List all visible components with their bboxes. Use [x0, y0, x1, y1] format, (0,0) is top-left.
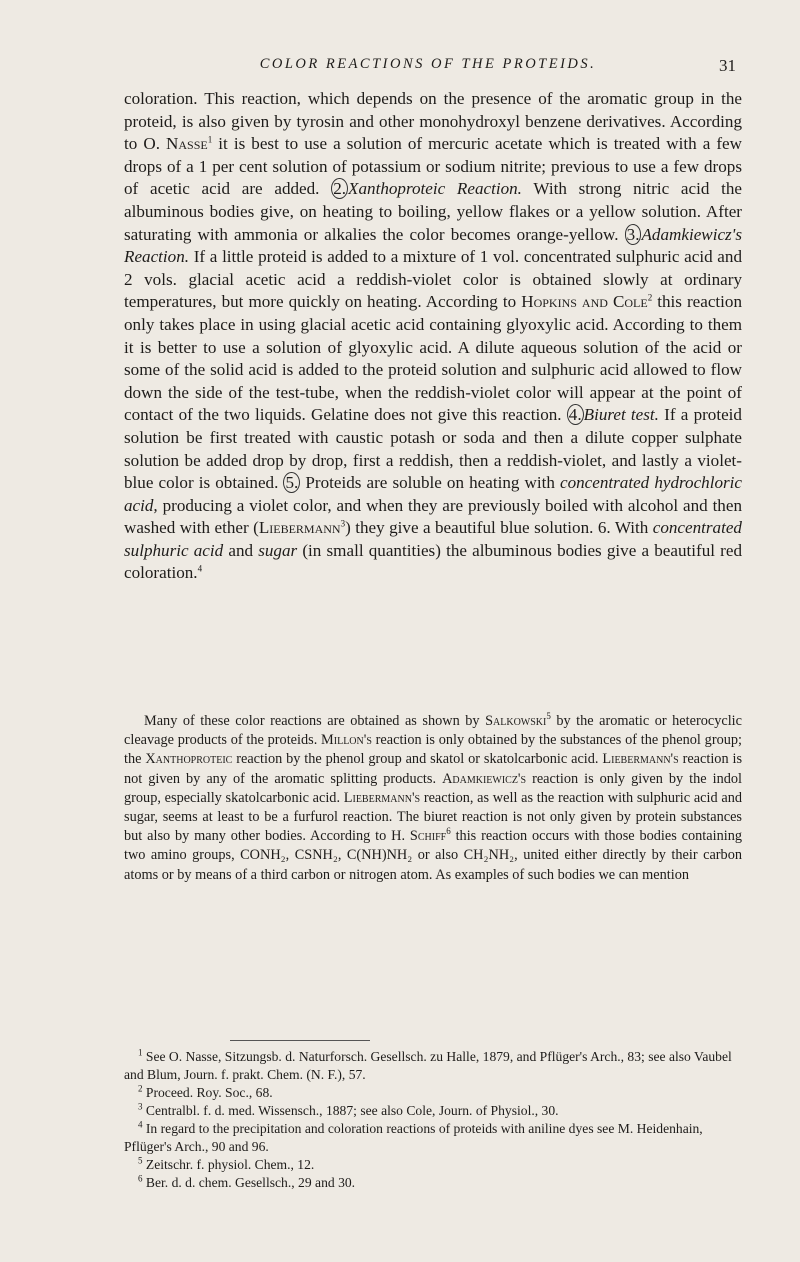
- small-print-text: [124, 712, 742, 885]
- text-run: it is best to use a solution of mercuric acetate which is treated with a few drops of a 1 per cent solution of potassium or sodium nitrite; previous to use a few drops of acetic acid are added.: [124, 134, 742, 199]
- item-number: 2.: [333, 179, 347, 199]
- author-name: Liebermann: [258, 518, 341, 538]
- text-run: If a little proteid is added to a mixture of 1 vol. concentrated sulphuric acid and 2 vols. glacial acetic acid a reddish-violet color is obtained slowly at ordinary temperatures, but more quickly on heating. According to: [124, 247, 742, 312]
- item-number: 4.: [568, 405, 582, 425]
- author-name: Liebermann's: [602, 751, 679, 768]
- text-run: coloration. This reaction, which depends on the presence of the aromatic group in the proteid, is also given by tyrosin and other monohydroxyl benzene derivatives. According to O.: [124, 89, 742, 154]
- text-run: Proteids are soluble on heating with: [300, 473, 560, 493]
- running-header: [120, 56, 736, 73]
- footnote: [124, 1120, 742, 1156]
- reaction-name: Adamkiewicz's Reaction.: [124, 224, 742, 267]
- text-run: reaction, as well as the reaction with sulphuric acid and sugar, seems at least to be a furfurol reaction. The biuret reaction is not only given by protein substances but also by many other bodies. According to H.: [124, 789, 743, 845]
- footnote-mark: 5: [138, 1155, 143, 1166]
- footnote-mark: 2: [138, 1083, 143, 1094]
- reaction-name: Xanthoproteic Reaction.: [348, 179, 522, 199]
- author-name: Schiff: [409, 828, 447, 845]
- footnote-ref: 4: [197, 563, 203, 574]
- footnote-text: See O. Nasse, Sitzungsb. d. Naturforsch. Gesellsch. zu Halle, 1879, and Pflüger's Arch., 83; see also Vaubel and Blum, Journ. f. prakt. Chem. (N. F.), 57.: [124, 1049, 732, 1082]
- footnote-mark: 3: [138, 1101, 143, 1112]
- text-run: If a proteid solution be first treated with caustic potash or soda and then a dilute copper sulphate solution be added drop by drop, first a reddish, then a reddish-violet, and lastly a violet-blue color is obtained.: [124, 405, 742, 493]
- text-run: and: [223, 540, 259, 560]
- footnote-ref: 2: [647, 292, 653, 303]
- footnote-text: Centralbl. f. d. med. Wissensch., 1887; see also Cole, Journ. of Physiol., 30.: [145, 1103, 559, 1118]
- text-run: producing a violet color, and when they are previously boiled with alcohol and then washed with ether (: [124, 495, 742, 538]
- author-name: Nasse: [166, 134, 208, 154]
- text-run: reaction by the phenol group and skatol or skatolcarbonic acid.: [232, 751, 603, 768]
- text-run: by the aromatic or heterocyclic cleavage products of the proteids.: [124, 713, 742, 749]
- reagent-name: concentrated hydrochloric acid,: [124, 473, 742, 515]
- footnote-text: Ber. d. d. chem. Gesellsch., 29 and 30.: [145, 1175, 356, 1190]
- footnote: [124, 1084, 742, 1102]
- footnote-mark: 1: [138, 1047, 143, 1058]
- item-number: 5.: [285, 473, 299, 493]
- footnote: [124, 1156, 742, 1174]
- text-run: Many of these color reactions are obtained as shown by: [144, 713, 486, 729]
- author-name: Liebermann's: [343, 789, 421, 806]
- main-paragraph: [124, 88, 742, 585]
- footnote: [124, 1048, 742, 1084]
- text-run: (in small quantities) the albuminous bodies give a beautiful red coloration.: [124, 540, 743, 583]
- author-name: Millon's: [321, 732, 372, 749]
- main-text: [124, 88, 742, 585]
- footnotes: [124, 1048, 742, 1192]
- footnote-mark: 6: [138, 1173, 143, 1184]
- text-run: this reaction only takes place in using glacial acetic acid containing glyoxylic acid. According to them it is better to use a solution of glyoxylic acid. A dilute aqueous solution of the acid or some of the solid acid is added to the proteid solution and sulphuric acid allowed to flow down the side of the test-tube, when the reddish-violet color will appear at the point of contact of the two liquids. Gelatine does not give this reaction.: [124, 292, 743, 425]
- footnote-divider: [230, 1040, 370, 1041]
- footnote-ref: 5: [546, 711, 551, 722]
- text-run: With strong nitric acid the albuminous bodies give, on heating to boiling, yellow flakes or a yellow solution. After saturating with ammonia or alkalies the color becomes orange-yellow.: [124, 179, 742, 244]
- text-run: ) they give a beautiful blue solution. 6. With: [345, 518, 653, 538]
- item-number: 3.: [626, 224, 640, 244]
- footnote-text: Zeitschr. f. physiol. Chem., 12.: [145, 1157, 315, 1172]
- reaction-name: Xanthoproteic: [145, 751, 233, 768]
- text-run: this reaction occurs with those bodies containing two amino groups, CONH₂, CSNH₂, C(NH)NH₂ or also CH₂NH₂, united either directly by their carbon atoms or by means of a third carbon or nitrogen atom. As examples of such bodies we can mention: [124, 828, 742, 883]
- footnote-ref: 1: [207, 134, 213, 145]
- running-title: COLOR REACTIONS OF THE PROTEIDS.: [259, 56, 597, 72]
- reagent-name: concentrated sulphuric acid: [124, 518, 742, 560]
- footnote-ref: 6: [446, 826, 451, 837]
- reaction-name: Biuret test.: [583, 405, 659, 425]
- footnote-text: Proceed. Roy. Soc., 68.: [145, 1085, 273, 1100]
- author-name: Adamkiewicz's: [442, 770, 527, 787]
- footnote: [124, 1174, 742, 1192]
- footnote-mark: 4: [138, 1119, 143, 1130]
- footnote-ref: 3: [340, 518, 346, 529]
- page-number: 31: [719, 56, 736, 75]
- text-run: reaction is only obtained by the substances of the phenol group; the: [124, 732, 742, 768]
- reagent-name: sugar: [258, 540, 298, 560]
- text-run: reaction is not given by any of the aromatic splitting products.: [124, 751, 743, 787]
- small-paragraph: [124, 712, 742, 885]
- author-name: Salkowski: [485, 713, 547, 729]
- text-run: reaction is only given by the indol group, especially skatolcarbonic acid.: [124, 770, 742, 806]
- author-name: Hopkins and Cole: [521, 292, 648, 312]
- footnote-text: In regard to the precipitation and coloration reactions of proteids with aniline dyes see M. Heidenhain, Pflüger's Arch., 90 and 96.: [124, 1121, 703, 1154]
- footnote: [124, 1102, 742, 1120]
